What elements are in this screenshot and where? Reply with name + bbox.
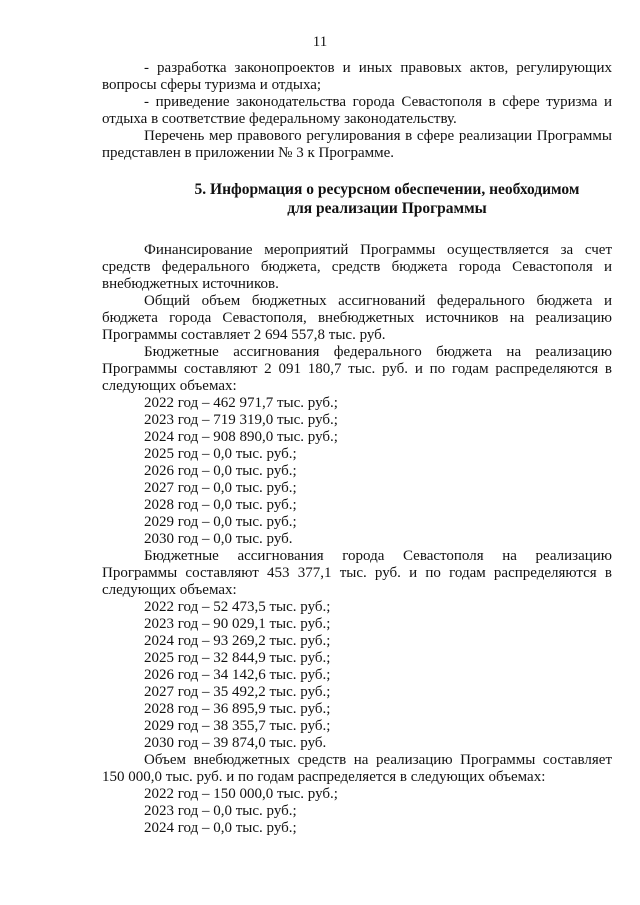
federal-year-line: 2030 год – 0,0 тыс. руб. (144, 531, 293, 547)
paragraph-extrabudgetary: Объем внебюджетных средств на реализацию Программы составляет 150 000,0 тыс. руб. и по годам распределяется в следующих объемах: (102, 752, 612, 785)
extrabudget-year-line: 2023 год – 0,0 тыс. руб.; (144, 803, 297, 819)
city-year-line: 2026 год – 34 142,6 тыс. руб.; (144, 667, 331, 683)
paragraph-bill-drafting: - разработка законопроектов и иных правовых актов, регулирующих вопросы сферы туризма и отдыха; (102, 60, 612, 93)
paragraph-total-volume: Общий объем бюджетных ассигнований федерального бюджета и бюджета города Севастополя, внебюджетных источников на реализацию Программы составляет 2 694 557,8 тыс. руб. (102, 293, 612, 343)
city-year-list (102, 599, 612, 752)
paragraph-federal-budget: Бюджетные ассигнования федерального бюджета на реализацию Программы составляют 2 091 180,7 тыс. руб. и по годам распределяются в следующих объемах: (102, 344, 612, 394)
federal-year-line: 2029 год – 0,0 тыс. руб.; (144, 514, 297, 530)
city-year-line: 2024 год – 93 269,2 тыс. руб.; (144, 633, 331, 649)
page-number: 11 (312, 34, 328, 50)
federal-year-line: 2023 год – 719 319,0 тыс. руб.; (144, 412, 338, 428)
section-heading-line-1: 5. Информация о ресурсном обеспечении, необходимом (194, 181, 580, 198)
federal-year-line: 2024 год – 908 890,0 тыс. руб.; (144, 429, 338, 445)
extrabudget-year-line: 2022 год – 150 000,0 тыс. руб.; (144, 786, 338, 802)
paragraph-city-budget: Бюджетные ассигнования города Севастополя на реализацию Программы составляют 453 377,1 тыс. руб. и по годам распределяются в следующих объемах: (102, 548, 612, 598)
document-body (102, 60, 612, 837)
city-year-line: 2027 год – 35 492,2 тыс. руб.; (144, 684, 331, 700)
extrabudget-year-list (102, 786, 612, 837)
city-year-line: 2025 год – 32 844,9 тыс. руб.; (144, 650, 331, 666)
city-year-line: 2030 год – 39 874,0 тыс. руб. (144, 735, 327, 751)
federal-year-list (102, 395, 612, 548)
section-heading (102, 180, 612, 218)
city-year-line: 2029 год – 38 355,7 тыс. руб.; (144, 718, 331, 734)
federal-year-line: 2026 год – 0,0 тыс. руб.; (144, 463, 297, 479)
city-year-line: 2028 год – 36 895,9 тыс. руб.; (144, 701, 331, 717)
paragraph-regulation-measures: Перечень мер правового регулирования в сфере реализации Программы представлен в приложении № 3 к Программе. (102, 128, 612, 161)
paragraph-law-alignment: - приведение законодательства города Севастополя в сфере туризма и отдыха в соответствие федеральному законодательству. (102, 94, 612, 127)
federal-year-line: 2025 год – 0,0 тыс. руб.; (144, 446, 297, 462)
city-year-line: 2023 год – 90 029,1 тыс. руб.; (144, 616, 331, 632)
paragraph-funding-sources: Финансирование мероприятий Программы осуществляется за счет средств федерального бюджета, средств бюджета города Севастополя и внебюджетных источников. (102, 242, 612, 292)
city-year-line: 2022 год – 52 473,5 тыс. руб.; (144, 599, 331, 615)
extrabudget-year-line: 2024 год – 0,0 тыс. руб.; (144, 820, 297, 836)
section-heading-line-2: для реализации Программы (287, 200, 487, 217)
federal-year-line: 2022 год – 462 971,7 тыс. руб.; (144, 395, 338, 411)
federal-year-line: 2027 год – 0,0 тыс. руб.; (144, 480, 297, 496)
federal-year-line: 2028 год – 0,0 тыс. руб.; (144, 497, 297, 513)
